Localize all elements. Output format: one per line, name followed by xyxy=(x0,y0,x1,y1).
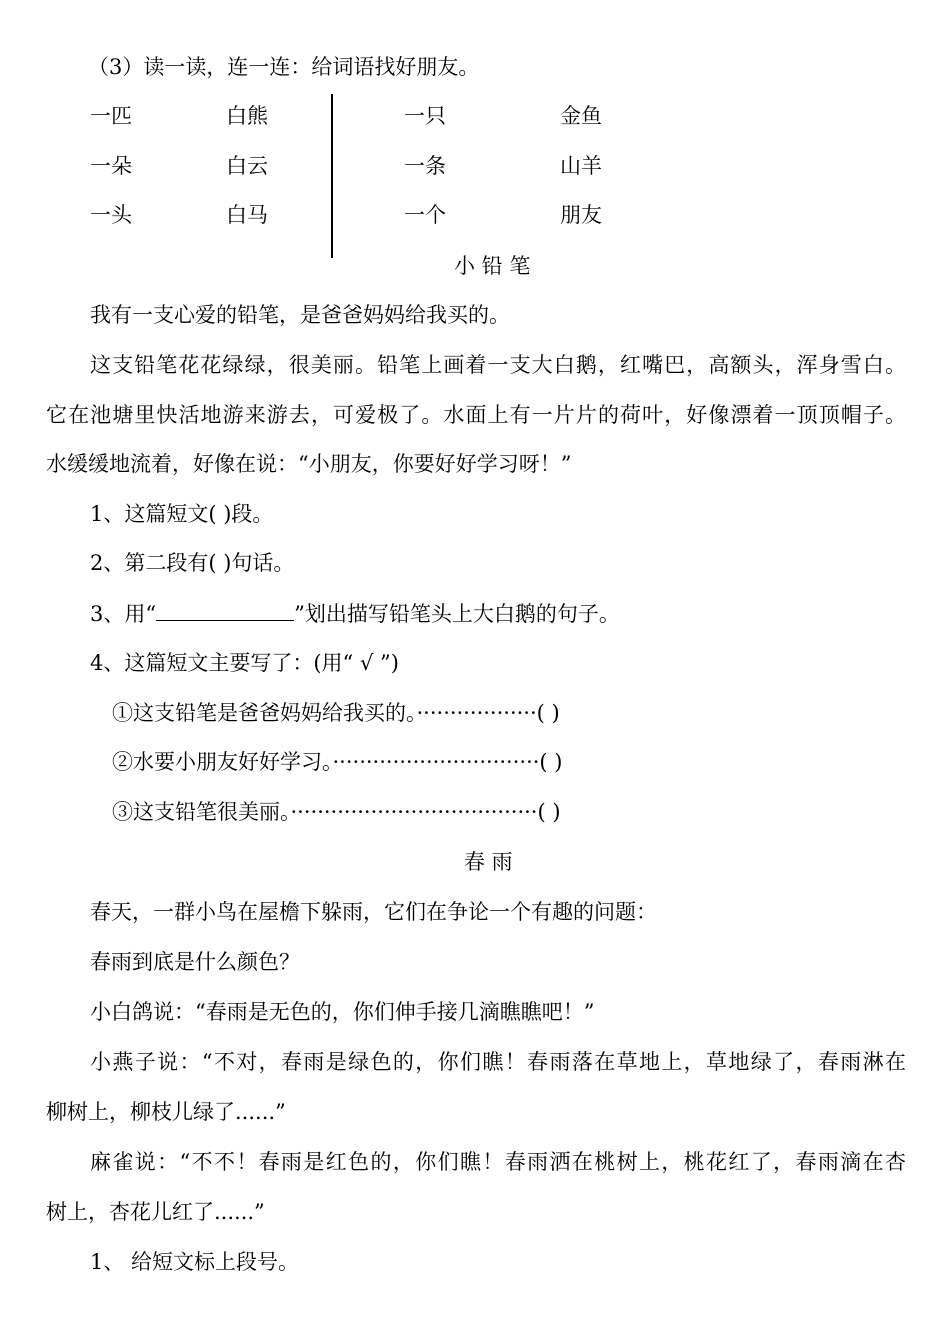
option-3: ③这支铅笔很美丽。·····································( ) xyxy=(112,800,561,824)
passage1-para2-line3: 水缓缓地流着，好像在说：“小朋友，你要好好学习呀！” xyxy=(46,452,572,476)
passage1-para2-line2: 它在池塘里快活地游来游去，可爱极了。水面上有一片片的荷叶，好像漂着一顶顶帽子。 xyxy=(46,403,906,427)
right-measure-3: 一个 xyxy=(404,203,446,227)
passage1-question-3 xyxy=(90,598,620,629)
right-measure-1: 一只 xyxy=(404,104,446,128)
left-noun-2: 白云 xyxy=(226,154,268,178)
right-noun-1: 金鱼 xyxy=(560,104,602,128)
passage2-line5a: 麻雀说：“不不！春雨是红色的，你们瞧！春雨洒在桃树上，桃花红了，春雨滴在杏 xyxy=(90,1150,906,1174)
left-measure-2: 一朵 xyxy=(90,154,132,178)
right-measure-2: 一条 xyxy=(404,154,446,178)
left-noun-1: 白熊 xyxy=(226,104,268,128)
passage2-line4b: 柳树上，柳枝儿绿了......” xyxy=(46,1100,286,1124)
option-1: ①这支铅笔是爸爸妈妈给我买的。··················( ) xyxy=(112,701,560,725)
right-noun-2: 山羊 xyxy=(560,154,602,178)
option-2: ②水要小朋友好好学习。·······························( ) xyxy=(112,750,563,774)
passage2-line4a: 小燕子说：“不对，春雨是绿色的，你们瞧！春雨落在草地上，草地绿了，春雨淋在 xyxy=(90,1050,906,1074)
passage1-title: 小 铅 笔 xyxy=(454,254,531,278)
passage2-question-1: 1、 给短文标上段号。 xyxy=(90,1250,300,1274)
match-instruction: （3）读一读，连一连：给词语找好朋友。 xyxy=(88,55,480,79)
passage2-line3: 小白鸽说：“春雨是无色的，你们伸手接几滴瞧瞧吧！” xyxy=(90,1000,595,1024)
passage1-para2-line1: 这支铅笔花花绿绿，很美丽。铅笔上画着一支大白鹅，红嘴巴，高额头，浑身雪白。 xyxy=(90,353,906,377)
passage2-line1: 春天，一群小鸟在屋檐下躲雨，它们在争论一个有趣的问题： xyxy=(90,900,657,924)
passage2-line2: 春雨到底是什么颜色？ xyxy=(90,950,300,974)
divider-line xyxy=(331,94,333,258)
passage1-question-1: 1、这篇短文( )段。 xyxy=(90,502,274,526)
left-measure-1: 一匹 xyxy=(90,104,132,128)
q3-underline-blank[interactable] xyxy=(156,598,294,621)
left-noun-3: 白马 xyxy=(226,203,268,227)
q3-prefix: 3、用“ xyxy=(90,602,157,626)
right-noun-3: 朋友 xyxy=(560,203,602,227)
passage1-question-4: 4、这篇短文主要写了：(用“ √ ”) xyxy=(90,651,399,675)
left-measure-3: 一头 xyxy=(90,203,132,227)
q3-suffix: ”划出描写铅笔头上大白鹅的句子。 xyxy=(294,602,620,626)
passage2-line5b: 树上，杏花儿红了......” xyxy=(46,1200,265,1224)
passage1-para1: 我有一支心爱的铅笔，是爸爸妈妈给我买的。 xyxy=(90,303,510,327)
passage1-question-2: 2、第二段有( )句话。 xyxy=(90,551,295,575)
passage2-title: 春 雨 xyxy=(464,850,513,874)
